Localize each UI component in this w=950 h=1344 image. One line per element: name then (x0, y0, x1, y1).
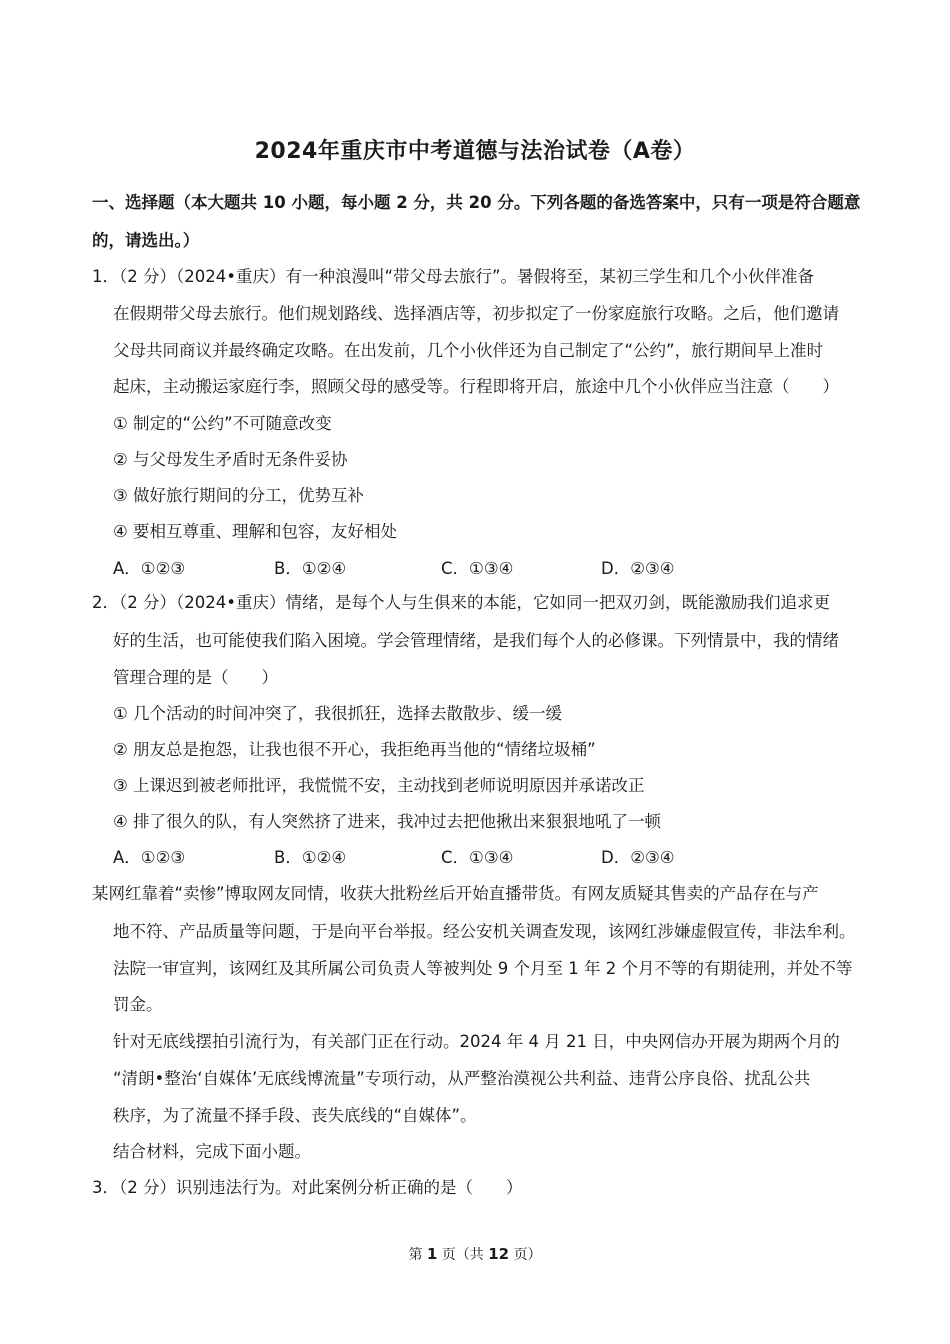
material-line-6: “清朗•整治‘自媒体’无底线博流量”专项行动，从严整治漠视公共利益、违背公序良俗、扰乱公共 (113, 1069, 811, 1088)
material-line-7: 秩序，为了流量不择手段、丧失底线的“自媒体”。 (113, 1106, 477, 1125)
q3-stem-line-1: 3．（2 分）识别违法行为。对此案例分析正确的是（ ） (92, 1178, 523, 1197)
page-footer (0, 1244, 950, 1264)
q2-option-a: A．①②③ (113, 848, 186, 867)
material-line-2: 地不符、产品质量等问题，于是向平台举报。经公安机关调查发现，该网红涉嫌虚假宣传，非法牟利。 (113, 922, 856, 941)
q1-stem-line-1: 1．（2 分）（2024•重庆）有一种浪漫叫“带父母去旅行”。暑假将至，某初三学生和几个小伙伴准备 (92, 267, 815, 286)
q1-item-4: ④ 要相互尊重、理解和包容，友好相处 (113, 522, 398, 541)
q2-option-d: D．②③④ (601, 848, 675, 867)
footer-page-number: 1 (426, 1245, 438, 1263)
q2-stem-line-1: 2．（2 分）（2024•重庆）情绪，是每个人与生俱来的本能，它如同一把双刃剑，既能激励我们追求更 (92, 593, 830, 612)
q1-item-1: ① 制定的“公约”不可随意改变 (113, 414, 332, 433)
section-heading-line-1: 一、选择题（本大题共 10 小题，每小题 2 分，共 20 分。下列各题的备选答案中，只有一项是符合题意 (92, 193, 861, 212)
q1-option-a: A．①②③ (113, 559, 186, 578)
q2-option-c: C．①③④ (441, 848, 514, 867)
section-heading-line-2: 的，请选出。） (92, 231, 200, 250)
q1-stem-line-3: 父母共同商议并最终确定攻略。在出发前，几个小伙伴还为自己制定了“公约”，旅行期间早上准时 (113, 341, 824, 360)
material-line-3: 法院一审宣判，该网红及其所属公司负责人等被判处 9 个月至 1 年 2 个月不等的有期徒刑，并处不等 (113, 959, 853, 978)
q1-item-2: ② 与父母发生矛盾时无条件妥协 (113, 450, 348, 469)
q2-stem-line-2: 好的生活，也可能使我们陷入困境。学会管理情绪，是我们每个人的必修课。下列情景中，我的情绪 (113, 631, 839, 650)
q2-stem-line-3: 管理合理的是（ ） (113, 668, 278, 687)
footer-total-pages: 12 (488, 1245, 510, 1263)
material-line-4: 罚金。 (113, 995, 163, 1014)
material-line-1: 某网红靠着“卖惨”博取网友同情，收获大批粉丝后开始直播带货。有网友质疑其售卖的产品存在与产 (92, 884, 819, 903)
footer-suffix: 页） (513, 1247, 542, 1263)
q1-item-3: ③ 做好旅行期间的分工，优势互补 (113, 486, 365, 505)
q1-stem-line-4: 起床，主动搬运家庭行李，照顾父母的感受等。行程即将开启，旅途中几个小伙伴应当注意（ ） (113, 377, 839, 396)
q1-stem-line-2: 在假期带父母去旅行。他们规划路线、选择酒店等，初步拟定了一份家庭旅行攻略。之后，他们邀请 (113, 304, 839, 323)
q1-option-b: B．①②④ (274, 559, 347, 578)
footer-prefix: 第 (408, 1247, 423, 1263)
q2-item-1: ① 几个活动的时间冲突了，我很抓狂，选择去散散步、缓一缓 (113, 704, 563, 723)
footer-middle: 页（共 (441, 1247, 484, 1263)
q2-option-b: B．①②④ (274, 848, 347, 867)
material-line-5: 针对无底线摆拍引流行为，有关部门正在行动。2024 年 4 月 21 日，中央网信办开展为期两个月的 (113, 1032, 840, 1051)
q1-option-c: C．①③④ (441, 559, 514, 578)
q1-option-d: D．②③④ (601, 559, 675, 578)
q2-item-4: ④ 排了很久的队，有人突然挤了进来，我冲过去把他揪出来狠狠地吼了一顿 (113, 812, 662, 831)
q2-item-2: ② 朋友总是抱怨，让我也很不开心，我拒绝再当他的“情绪垃圾桶” (113, 740, 596, 759)
material-line-8: 结合材料，完成下面小题。 (113, 1142, 311, 1161)
page-title: 2024年重庆市中考道德与法治试卷（A卷） (254, 139, 696, 164)
q2-item-3: ③ 上课迟到被老师批评，我慌慌不安，主动找到老师说明原因并承诺改正 (113, 776, 645, 795)
